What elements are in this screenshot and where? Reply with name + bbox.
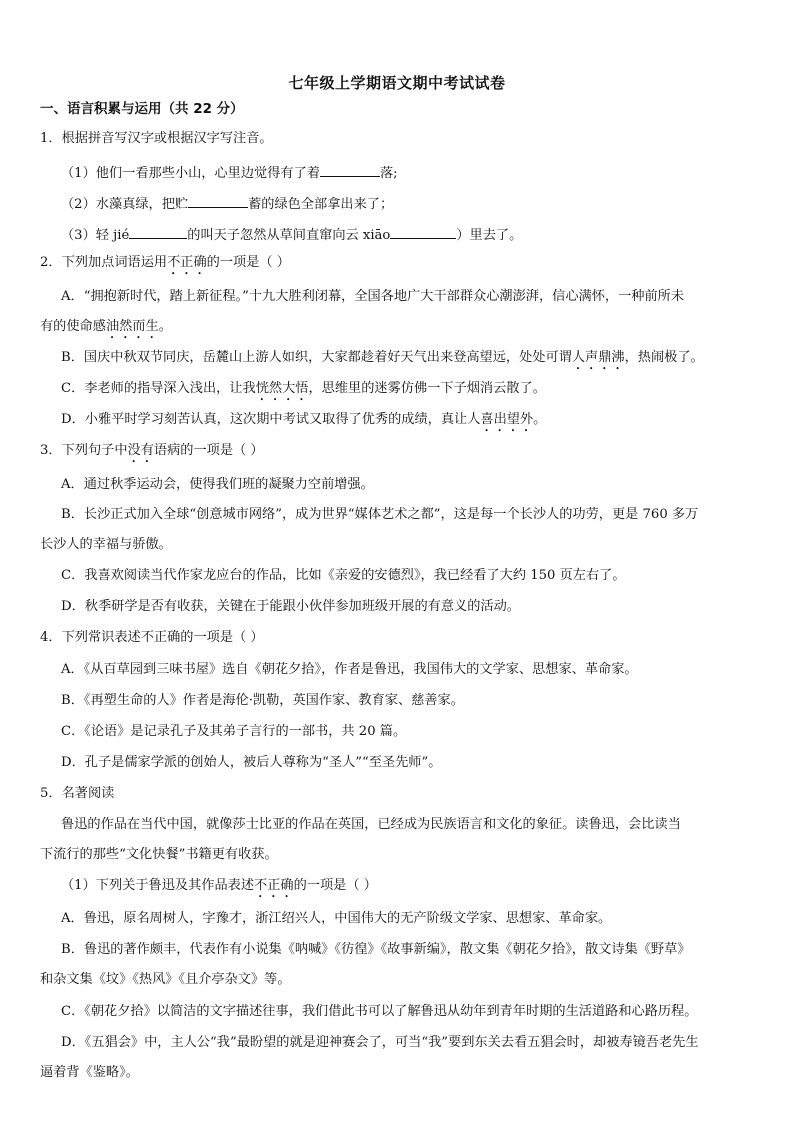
q5-option-b: B．鲁迅的著作颇丰，代表作有小说集《呐喊》《彷徨》《故事新编》，散文集《朝花夕拾》，散文诗集《野草》 bbox=[61, 942, 691, 957]
q1-item-1 bbox=[61, 162, 398, 183]
q1-item-3-text-b: 的叫天子忽然从草间直窜向云 xiāo bbox=[187, 228, 391, 243]
emphasis-text: 不正确 bbox=[167, 255, 207, 270]
q1-stem: 1．根据拼音写汉字或根据汉字写注音。 bbox=[40, 131, 273, 146]
q4-option-d: D．孔子是儒家学派的创始人，被后人尊称为“圣人”“至圣先师”。 bbox=[61, 755, 442, 770]
answer-blank[interactable] bbox=[320, 162, 380, 177]
option-text: D．小雅平时学习刻苦认真，这次期中考试又取得了优秀的成绩，真让人 bbox=[61, 412, 481, 427]
q2-option-b bbox=[61, 349, 704, 373]
q1-item-3-text-a: （3）轻 jié bbox=[61, 228, 130, 243]
emphasis-text: 人声鼎沸 bbox=[571, 350, 625, 365]
option-text: 有的使命感 bbox=[40, 319, 106, 334]
q2-option-c bbox=[61, 380, 546, 404]
q5-option-a: A．鲁迅，原名周树人，字豫才，浙江绍兴人，中国伟大的无产阶级文学家、思想家、革命家。 bbox=[61, 911, 612, 926]
q2-stem-text: 2．下列加点词语运用 bbox=[40, 255, 168, 270]
q3-option-c: C．我喜欢阅读当代作家龙应台的作品，比如《亲爱的安德烈》，我已经看了大约 150 页左右了。 bbox=[61, 568, 626, 583]
option-text: 。 bbox=[158, 319, 172, 334]
option-text: C．李老师的指导深入浅出，让我 bbox=[61, 381, 256, 396]
q1-item-2-text-b: 蓄的绿色全部拿出来了； bbox=[248, 197, 394, 212]
q3-option-b-cont: 长沙人的幸福与骄傲。 bbox=[40, 537, 172, 552]
q1-item-2-text-a: （2）水藻真绿，把贮 bbox=[61, 197, 189, 212]
emphasis-text: 喜出望外 bbox=[480, 412, 534, 427]
q1-item-1-text-b: 落; bbox=[379, 166, 398, 181]
page-title: 七年级上学期语文期中考试试卷 bbox=[288, 74, 506, 92]
emphasis-text: 油然而生 bbox=[105, 319, 159, 334]
option-text: ，思维里的迷雾仿佛一下子烟消云散了。 bbox=[308, 381, 546, 396]
q3-stem-text-end: 语病的一项是（ ） bbox=[153, 443, 264, 458]
q2-option-a-cont bbox=[40, 318, 172, 342]
q5-option-c: C．《朝花夕拾》以简洁的文字描述往事，我们借此书可以了解鲁迅从幼年到青年时期的生活道路和心路历程。 bbox=[61, 1004, 698, 1019]
sub-question-text: （1）下列关于鲁迅及其作品表述 bbox=[61, 878, 255, 893]
emphasis-text: 恍然大悟 bbox=[255, 381, 309, 396]
q1-item-1-text-a: （1）他们一看那些小山，心里边觉得有了着 bbox=[61, 166, 320, 181]
q4-stem: 4．下列常识表述不正确的一项是（ ） bbox=[40, 630, 264, 645]
q5-option-b-cont: 和杂文集《坟》《热风》《且介亭杂文》等。 bbox=[40, 972, 291, 987]
q3-option-a: A．通过秋季运动会，使得我们班的凝聚力空前增强。 bbox=[61, 477, 374, 492]
option-text: 。 bbox=[533, 412, 547, 427]
q1-item-3-text-c: ）里去了。 bbox=[456, 228, 523, 243]
q4-option-c: C．《论语》是记录孔子及其弟子言行的一部书，共 20 篇。 bbox=[61, 724, 407, 739]
q4-option-b: B．《再塑生命的人》作者是海伦·凯勒，英国作家、教育家、慈善家。 bbox=[61, 693, 464, 708]
q1-item-3 bbox=[61, 224, 522, 245]
q5-option-d-cont: 逼着背《鉴略》。 bbox=[40, 1065, 139, 1080]
sub-question-text-end: 的一项是（ ） bbox=[293, 878, 377, 893]
q3-stem-text: 3．下列句子中 bbox=[40, 443, 128, 458]
q2-option-a: A．“拥抱新时代，踏上新征程。”十九大胜利闭幕，全国各地广大干部群众心潮澎湃，信心满怀，一种前所未 bbox=[61, 289, 685, 304]
emphasis-text: 没有 bbox=[127, 443, 154, 458]
q5-intro-cont: 下流行的那些“文化快餐”书籍更有收获。 bbox=[40, 847, 278, 862]
section-heading: 一、语言积累与运用（共 22 分） bbox=[40, 101, 244, 117]
q4-option-a: A．《从百草园到三味书屋》选自《朝花夕拾》，作者是鲁迅，我国伟大的文学家、思想家、革命家。 bbox=[61, 662, 638, 677]
q2-stem-text-end: 的一项是（ ） bbox=[206, 255, 290, 270]
option-text: B．国庆中秋双节同庆，岳麓山上游人如织，大家都趁着好天气出来登高望远，处处可谓 bbox=[61, 350, 572, 365]
answer-blank[interactable] bbox=[129, 224, 187, 239]
emphasis-text: 不正确 bbox=[254, 878, 294, 893]
q2-stem bbox=[40, 254, 290, 278]
q2-option-d bbox=[61, 411, 546, 435]
q5-option-d: D．《五猖会》中，主人公“我”最盼望的就是迎神赛会了，可当“我”要到东关去看五猖会时，却被寿镜吾老先生 bbox=[61, 1035, 699, 1050]
q3-option-d: D．秋季研学是否有收获，关键在于能跟小伙伴参加班级开展的有意义的活动。 bbox=[61, 599, 520, 614]
q3-stem bbox=[40, 442, 264, 466]
q5-sub-question bbox=[61, 877, 377, 901]
q3-option-b: B．长沙正式加入全球“创意城市网络”，成为世界“媒体艺术之都”，这是每一个长沙人的功劳，更是 760 多万 bbox=[61, 507, 699, 522]
answer-blank[interactable] bbox=[390, 224, 456, 239]
q5-stem: 5．名著阅读 bbox=[40, 786, 115, 801]
q1-item-2 bbox=[61, 193, 393, 214]
option-text: ，热闹极了。 bbox=[624, 350, 704, 365]
answer-blank[interactable] bbox=[188, 193, 248, 208]
q5-intro: 鲁迅的作品在当代中国，就像莎士比亚的作品在英国，已经成为民族语言和文化的象征。读鲁迅，会比读当 bbox=[61, 817, 681, 832]
